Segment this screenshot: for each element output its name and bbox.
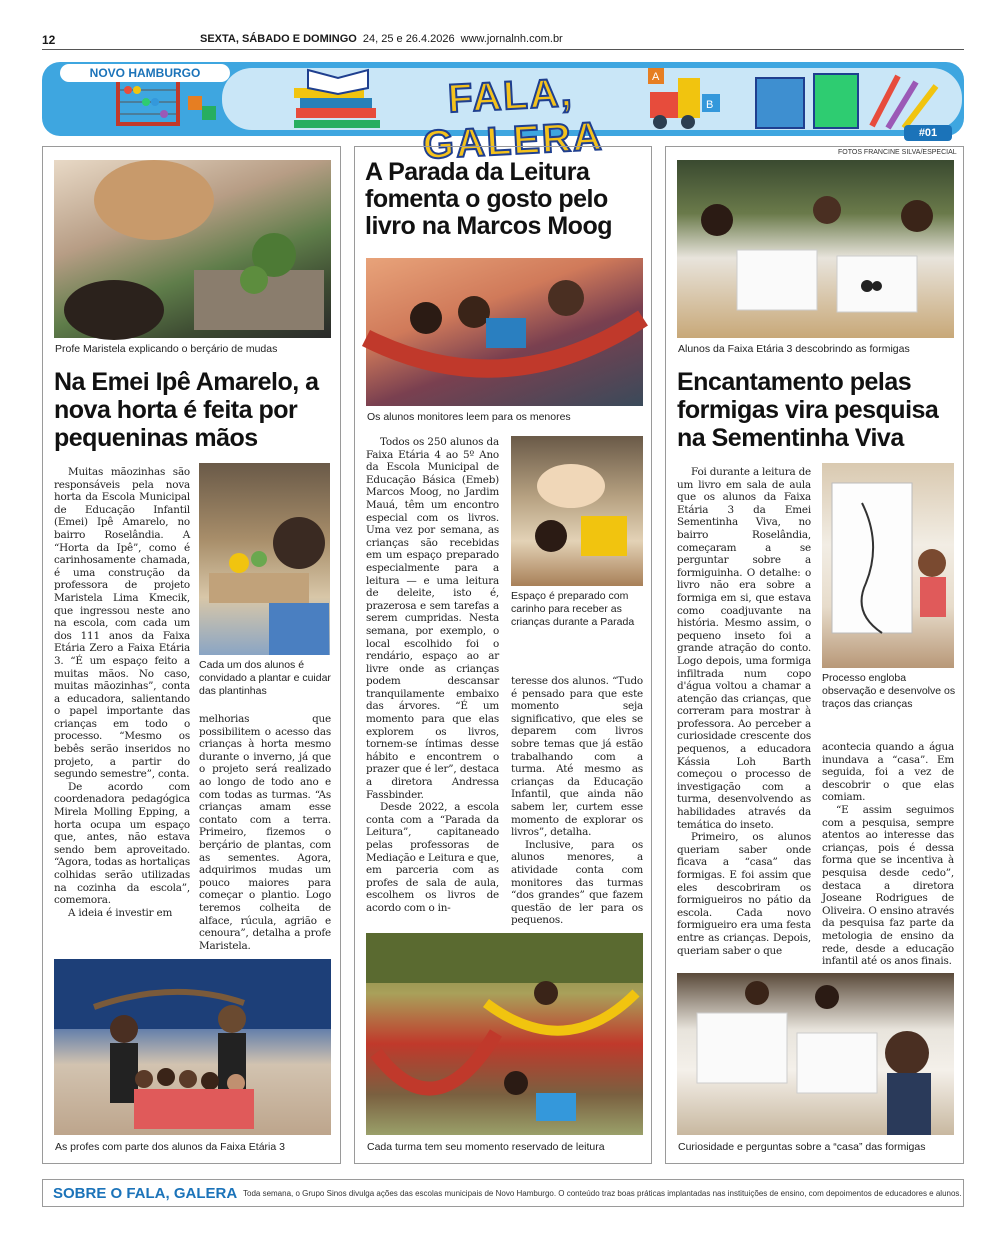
photo-outdoor-hammocks: [366, 933, 643, 1135]
body-paragraph: Muitas mãozinhas são responsáveis pela nova horta da Escola Municipal de Educação Infantil (Emei) Ipê Amarelo, no bairro Roselândia. A “Horta da Ipê”, como é carinhosamente chamada, é uma construção da professora de projeto Maristela Lima Kmecik, que ingressou neste ano na escola, com cada um dos 111 anos da Faixa Etária Zero a Faixa Etária 3. “É um espaço feito a muitas mãos. No caso, muitas mãozinhas”, conta a educadora, salientando o papel importante das crianças em todo o processo. “Mesmo os bebês serão inseridos no projeto, a partir do segundo semestre”, conta.: [54, 466, 190, 781]
photo-credit: FOTOS FRANCINE SILVA/ESPECIAL: [838, 149, 957, 156]
body-column-left: [366, 436, 499, 915]
page-number: 12: [42, 33, 56, 47]
photo-seedlings: [54, 160, 331, 338]
photo-ant-drawings: [677, 160, 954, 338]
section-title: FALA, GALERA: [421, 70, 605, 168]
outdoor-hammocks-illustration: [366, 933, 643, 1135]
photo-hammock-reading: [366, 258, 643, 406]
photo-caption: Processo engloba observação e desenvolve os traços das crianças: [822, 672, 956, 710]
photo-caption: Cada um dos alunos é convidado a plantar e cuidar das plantinhas: [199, 659, 331, 697]
photo-caption: Profe Maristela explicando o berçário de mudas: [55, 343, 278, 355]
body-paragraph: Todos os 250 alunos da Faixa Etária 4 ao 5º Ano da Escola Municipal de Educação Básica (Emeb) Marcos Moog, no Jardim Mauá, têm um encontro especial com os livros. Uma vez por semana, as crianças são recebidas em um espaço preparado especialmente para a leitura — e uma leitura de deleite, isto é, prazerosa e sem tarefas a serem cumpridas. Nesta semana, por exemplo, o local escolhido foi o rendário, espaço ao ar livre onde as crianças podem descansar tranquilamente embaixo das árvores. “É um momento para que elas explorem os livros, tornem-se íntimas desse hábito e encontrem o prazer que é ler”, destaca a diretora Andressa Fassbinder.: [366, 436, 499, 801]
issue-days: SEXTA, SÁBADO E DOMINGO: [200, 33, 357, 45]
headline: Na Emei Ipê Amarelo, a nova horta é feita por pequeninas mãos: [54, 368, 319, 452]
body-paragraph: Inclusive, para os alunos menores, a atividade conta com monitores das turmas “dos grandes” que fazem questão de ler para os pequenos.: [511, 838, 643, 927]
city-tag: NOVO HAMBURGO: [60, 64, 230, 82]
school-supplies-icon: [752, 68, 952, 132]
site-url: www.jornalnh.com.br: [460, 33, 563, 45]
headline: Encantamento pelas formigas vira pesquisa na Sementinha Viva: [677, 368, 939, 452]
photo-ant-research: [677, 973, 954, 1135]
body-paragraph: acontecia quando a água inundava a “casa”. Em seguida, foi a vez de descobrir o que elas comiam.: [822, 741, 954, 804]
body-column-left: [677, 466, 811, 957]
svg-text:B: B: [706, 99, 714, 111]
body-column-right: [511, 675, 643, 927]
photo-planting: [199, 463, 330, 655]
body-paragraph: Primeiro, os alunos queriam saber onde ficava a “casa” das formigas. E foi assim que eles descobriram os formigueiros no pátio da escola. Cada novo formigueiro era uma festa entre as crianças. Depois, queriam saber o que: [677, 831, 811, 957]
ant-drawing-illustration: [677, 160, 954, 338]
seedling-tray-illustration: [54, 160, 331, 338]
body-paragraph: “E assim seguimos com a pesquisa, sempre atentos ao interesse das crianças, pois é dessa forma que se incentiva à pesquisa desde cedo”, destaca a diretora Joseane Rodrigues de Oliveira. O ensino através da pesquisa faz parte da metologia de ensino da rede, desde a educação infantil até os anos finais.: [822, 803, 954, 968]
about-section: [42, 1179, 964, 1207]
photo-child-reading: [511, 436, 643, 586]
article-horta: [42, 146, 341, 1164]
body-paragraph: Desde 2022, a escola conta com a “Parada da Leitura”, capitaneado pelas professoras de Mediação e Leitura e que, em parceria com as profes de sala de aula, escolhem os livros de acordo com o in-: [366, 801, 499, 914]
edition-badge: #01: [904, 125, 952, 141]
body-paragraph: De acordo com coordenadora pedagógica Mirela Molling Epping, a horta ocupa um espaço que, antes, não estava sendo bem aproveitado. “Agora, todas as hortaliças colhidas serão utilizadas na cozinha da escola”, comemora.: [54, 780, 190, 907]
body-paragraph: A ideia é investir em: [68, 906, 173, 919]
running-header: [42, 30, 964, 50]
photo-caption: Alunos da Faixa Etária 3 descobrindo as formigas: [678, 343, 910, 355]
headline: A Parada da Leitura fomenta o gosto pelo livro na Marcos Moog: [365, 158, 612, 240]
photo-caption: Espaço é preparado com carinho para receber as crianças durante a Parada: [511, 590, 635, 628]
planting-illustration: [199, 463, 330, 655]
about-text: Toda semana, o Grupo Sinos divulga ações das escolas municipais de Novo Hamburgo. O conteúdo traz boas práticas implantadas nas instituições de ensino, com depoimentos de educadores e alunos.: [243, 1189, 962, 1198]
body-column-right: [822, 741, 954, 968]
body-column-left: [54, 466, 190, 919]
article-formigas: [665, 146, 964, 1164]
photo-caption: Os alunos monitores leem para os menores: [367, 411, 571, 423]
svg-text:A: A: [652, 71, 660, 83]
photo-child-drawing: [822, 463, 954, 668]
hammock-illustration: [366, 258, 643, 406]
child-book-illustration: [511, 436, 643, 586]
issue-date: 24, 25 e 26.4.2026: [362, 33, 455, 45]
group-illustration: [54, 959, 331, 1135]
about-title: SOBRE O FALA, GALERA: [53, 1185, 238, 1202]
easel-illustration: [822, 463, 954, 668]
photo-caption: Curiosidade e perguntas sobre a “casa” das formigas: [678, 1141, 926, 1153]
photo-caption: Cada turma tem seu momento reservado de leitura: [367, 1141, 605, 1153]
body-paragraph: melhorias que possibilitem o acesso das crianças à horta mesmo durante o inverno, já que o projeto será realizado ao longo de todo ano e com todas as turmas. “As crianças amam esse contato com a terra. Primeiro, fizemos o berçário de plantas, com as sementes. Agora, adquirimos mudas um pouco maiores para começar o plantio. Logo teremos colheita de alface, rúcula, agrião e cenoura”, detalha a profe Maristela.: [199, 713, 331, 952]
photo-teachers-group: [54, 959, 331, 1135]
body-paragraph: Foi durante a leitura de um livro em sala de aula que os alunos da Faixa Etária 3 da Emei Sementinha Viva, no bairro Roselândia, começaram a se perguntar sobre a formiguinha. O detalhe: o livro não era sobre a formiga em si, que estava como coadjuvante na história. Mesmo assim, o pequeno inseto foi a grande atração do conto. Logo depois, uma formiga infiltrada num copo d'água voltou a chamar a atenção das crianças, que correram para mostrar à professora. Ao perceber a curiosidade crescente dos pequenos, a educadora Kássia Loh Barth começou o processo de investigação com a turma, desenvolvendo as habilidades através da temática do inseto.: [677, 466, 811, 831]
issue-dateline: [200, 33, 569, 45]
body-column-right: [199, 713, 331, 952]
body-paragraph: teresse dos alunos. “Tudo é pensado para que este momento seja significativo, que eles se deparem com livros sobre temas que já estão trabalhando com a turma. Até mesmo as crianças da Educação Infantil, que ainda não sabem ler, curtem esse momento de explorar os livros”, detalha.: [511, 675, 643, 839]
ant-research-illustration: [677, 973, 954, 1135]
article-leitura: [354, 146, 652, 1164]
photo-caption: As profes com parte dos alunos da Faixa Etária 3: [55, 1141, 285, 1153]
